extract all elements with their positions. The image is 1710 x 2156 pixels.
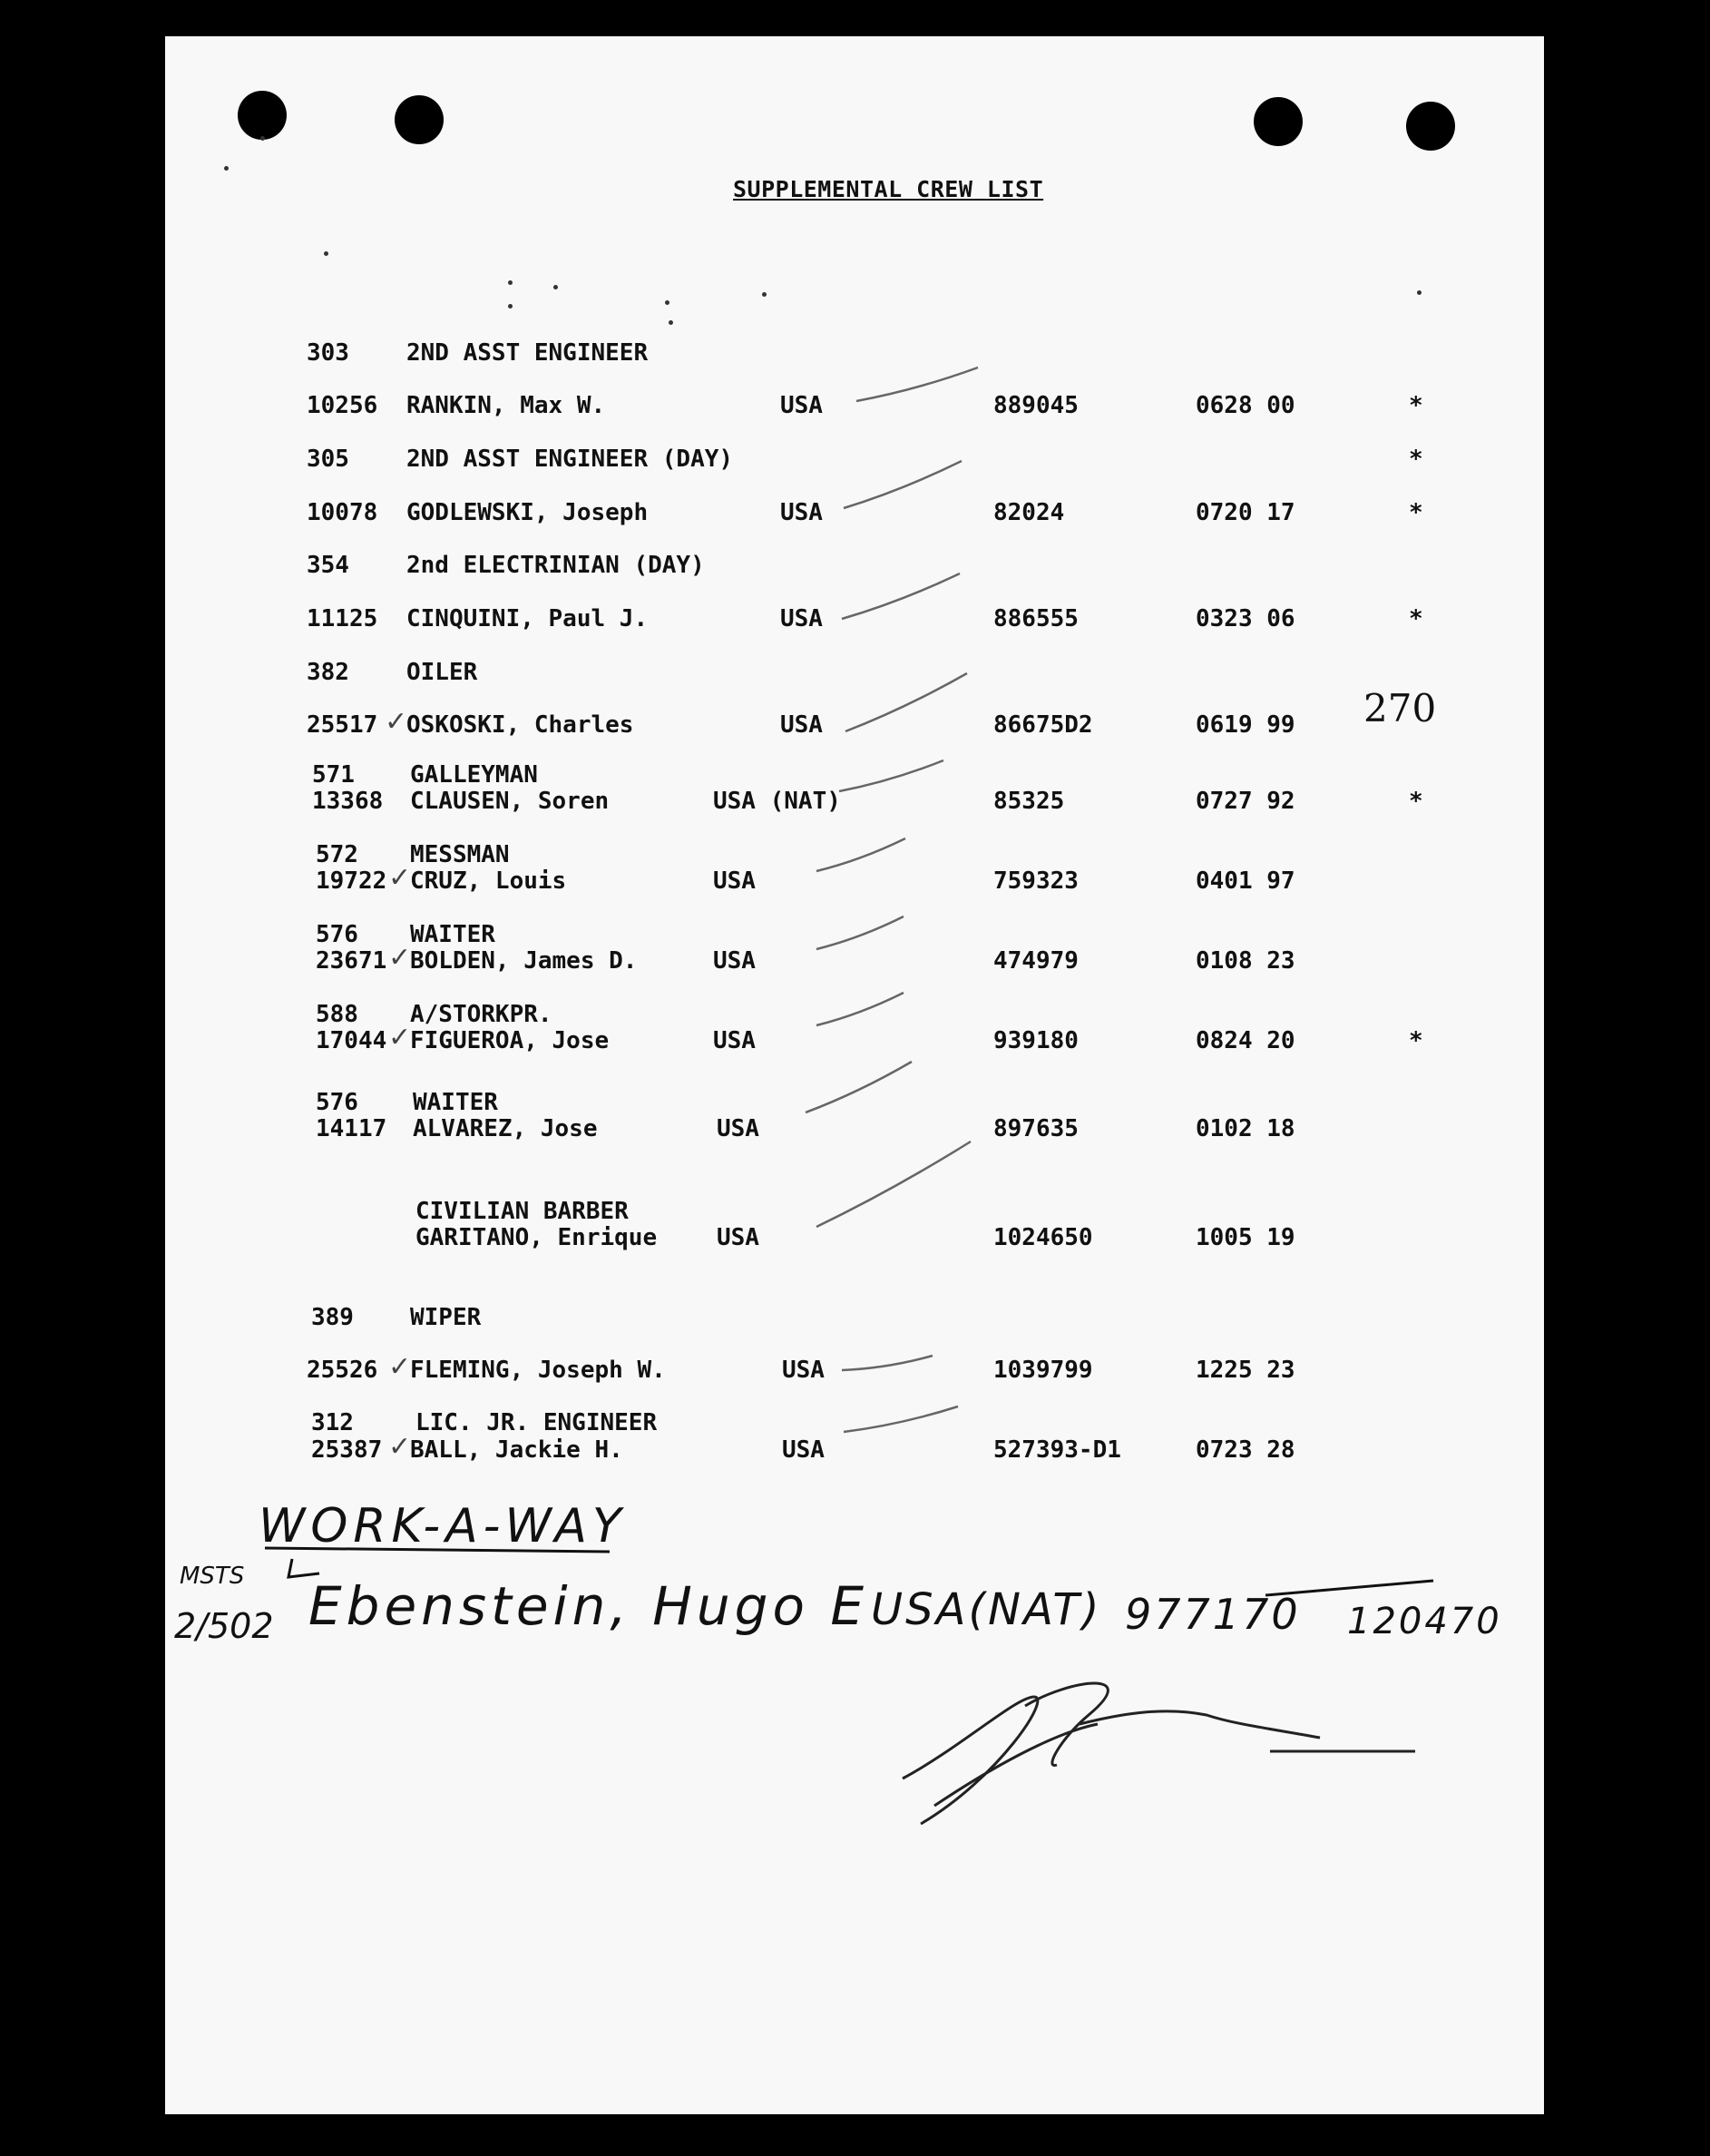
date-code: 0824 20: [1196, 1027, 1295, 1054]
document-id: 1039799: [993, 1357, 1093, 1384]
crew-name: WIPER: [410, 1304, 482, 1331]
document-id: 1024650: [993, 1224, 1093, 1251]
handwritten-msts: MSTS: [180, 1563, 245, 1590]
document-id: 886555: [993, 605, 1079, 632]
document-id: 897635: [993, 1115, 1079, 1142]
nationality: USA: [780, 605, 823, 632]
checkmark-icon: ✓: [388, 862, 412, 894]
signature-icon: [903, 1683, 1415, 1824]
checkmark-icon: ✓: [388, 1022, 412, 1054]
nationality: USA: [782, 1436, 825, 1464]
crew-name: ALVAREZ, Jose: [413, 1115, 598, 1142]
crew-name: WAITER: [410, 921, 495, 948]
checkmark-icon: ✓: [388, 1351, 412, 1383]
crew-number: 19722: [316, 867, 387, 895]
nationality: USA: [780, 711, 823, 739]
handwritten-page-number: 270: [1363, 686, 1437, 730]
checkmark-icon: ✓: [388, 1431, 412, 1463]
handwritten-name: Ebenstein, Hugo E: [308, 1575, 869, 1637]
crew-number: 10256: [307, 392, 378, 419]
crew-name: CRUZ, Louis: [410, 867, 567, 895]
checkmark-icon: ✓: [388, 942, 412, 974]
checkmark-icon: ✓: [385, 706, 408, 738]
crew-number: 305: [307, 446, 349, 473]
date-code: 1005 19: [1196, 1224, 1295, 1251]
crew-number: 25387: [311, 1436, 383, 1464]
document-title: SUPPLEMENTAL CREW LIST: [733, 176, 1044, 202]
date-code: 0619 99: [1196, 711, 1295, 739]
crew-number: 25526: [307, 1357, 378, 1384]
document-id: 85325: [993, 788, 1065, 815]
crew-name: GODLEWSKI, Joseph: [406, 499, 649, 526]
crew-number: 389: [311, 1304, 354, 1331]
handwritten-work-a-way: WORK-A-WAY: [259, 1499, 627, 1553]
crew-number: 13368: [312, 788, 384, 815]
crew-name: 2nd ELECTRINIAN (DAY): [406, 552, 705, 579]
crew-name: MESSMAN: [410, 841, 510, 868]
crew-number: 572: [316, 841, 358, 868]
crew-number: 576: [316, 921, 358, 948]
date-code: 0323 06: [1196, 605, 1295, 632]
date-code: 0401 97: [1196, 867, 1295, 895]
crew-number: 10078: [307, 499, 378, 526]
date-code: 0108 23: [1196, 947, 1295, 975]
crew-name: OILER: [406, 659, 478, 686]
crew-name: A/STORKPR.: [410, 1001, 552, 1028]
crew-number: 14117: [316, 1115, 387, 1142]
document-id: 86675D2: [993, 711, 1093, 739]
crew-number: 303: [307, 339, 349, 367]
crew-number: 576: [316, 1089, 358, 1116]
asterisk-mark: *: [1409, 499, 1423, 526]
handwritten-doc-number: 2/502: [174, 1606, 274, 1646]
nationality: USA: [717, 1115, 759, 1142]
nationality: USA: [780, 392, 823, 419]
date-code: 1225 23: [1196, 1357, 1295, 1384]
crew-number: 23671: [316, 947, 387, 975]
document-id: 82024: [993, 499, 1065, 526]
crew-name: CLAUSEN, Soren: [410, 788, 610, 815]
crew-name: BALL, Jackie H.: [410, 1436, 623, 1464]
crew-name: 2ND ASST ENGINEER: [406, 339, 649, 367]
crew-name: 2ND ASST ENGINEER (DAY): [406, 446, 734, 473]
date-code: 0723 28: [1196, 1436, 1295, 1464]
asterisk-mark: *: [1409, 605, 1423, 632]
nationality: USA: [717, 1224, 759, 1251]
asterisk-mark: *: [1409, 1027, 1423, 1054]
crew-name: RANKIN, Max W.: [406, 392, 606, 419]
date-code: 0102 18: [1196, 1115, 1295, 1142]
document-id: 889045: [993, 392, 1079, 419]
asterisk-mark: *: [1409, 788, 1423, 815]
document-id: 939180: [993, 1027, 1079, 1054]
document-id: 474979: [993, 947, 1079, 975]
document-id: 527393-D1: [993, 1436, 1121, 1464]
handwritten-nationality: USA(NAT): [871, 1584, 1102, 1635]
crew-number: 17044: [316, 1027, 387, 1054]
nationality: USA: [713, 947, 756, 975]
crew-number: 571: [312, 761, 355, 789]
nationality: USA (NAT): [713, 788, 841, 815]
crew-name: OSKOSKI, Charles: [406, 711, 634, 739]
nationality: USA: [782, 1357, 825, 1384]
crew-name: BOLDEN, James D.: [410, 947, 638, 975]
crew-name: CINQUINI, Paul J.: [406, 605, 649, 632]
nationality: USA: [780, 499, 823, 526]
handwritten-date: 120470: [1347, 1601, 1502, 1642]
crew-name: GARITANO, Enrique: [415, 1224, 658, 1251]
asterisk-mark: *: [1409, 446, 1423, 473]
handwritten-id: 977170: [1125, 1590, 1301, 1639]
crew-number: 382: [307, 659, 349, 686]
nationality: USA: [713, 1027, 756, 1054]
crew-name: CIVILIAN BARBER: [415, 1198, 629, 1225]
crew-name: WAITER: [413, 1089, 498, 1116]
crew-number: 354: [307, 552, 349, 579]
crew-number: 312: [311, 1409, 354, 1436]
crew-number: 588: [316, 1001, 358, 1028]
crew-name: FLEMING, Joseph W.: [410, 1357, 666, 1384]
document-id: 759323: [993, 867, 1079, 895]
date-code: 0727 92: [1196, 788, 1295, 815]
crew-name: FIGUEROA, Jose: [410, 1027, 610, 1054]
crew-number: 25517: [307, 711, 378, 739]
date-code: 0628 00: [1196, 392, 1295, 419]
asterisk-mark: *: [1409, 392, 1423, 419]
nationality: USA: [713, 867, 756, 895]
date-code: 0720 17: [1196, 499, 1295, 526]
crew-number: 11125: [307, 605, 378, 632]
crew-name: GALLEYMAN: [410, 761, 538, 789]
crew-name: LIC. JR. ENGINEER: [415, 1409, 658, 1436]
